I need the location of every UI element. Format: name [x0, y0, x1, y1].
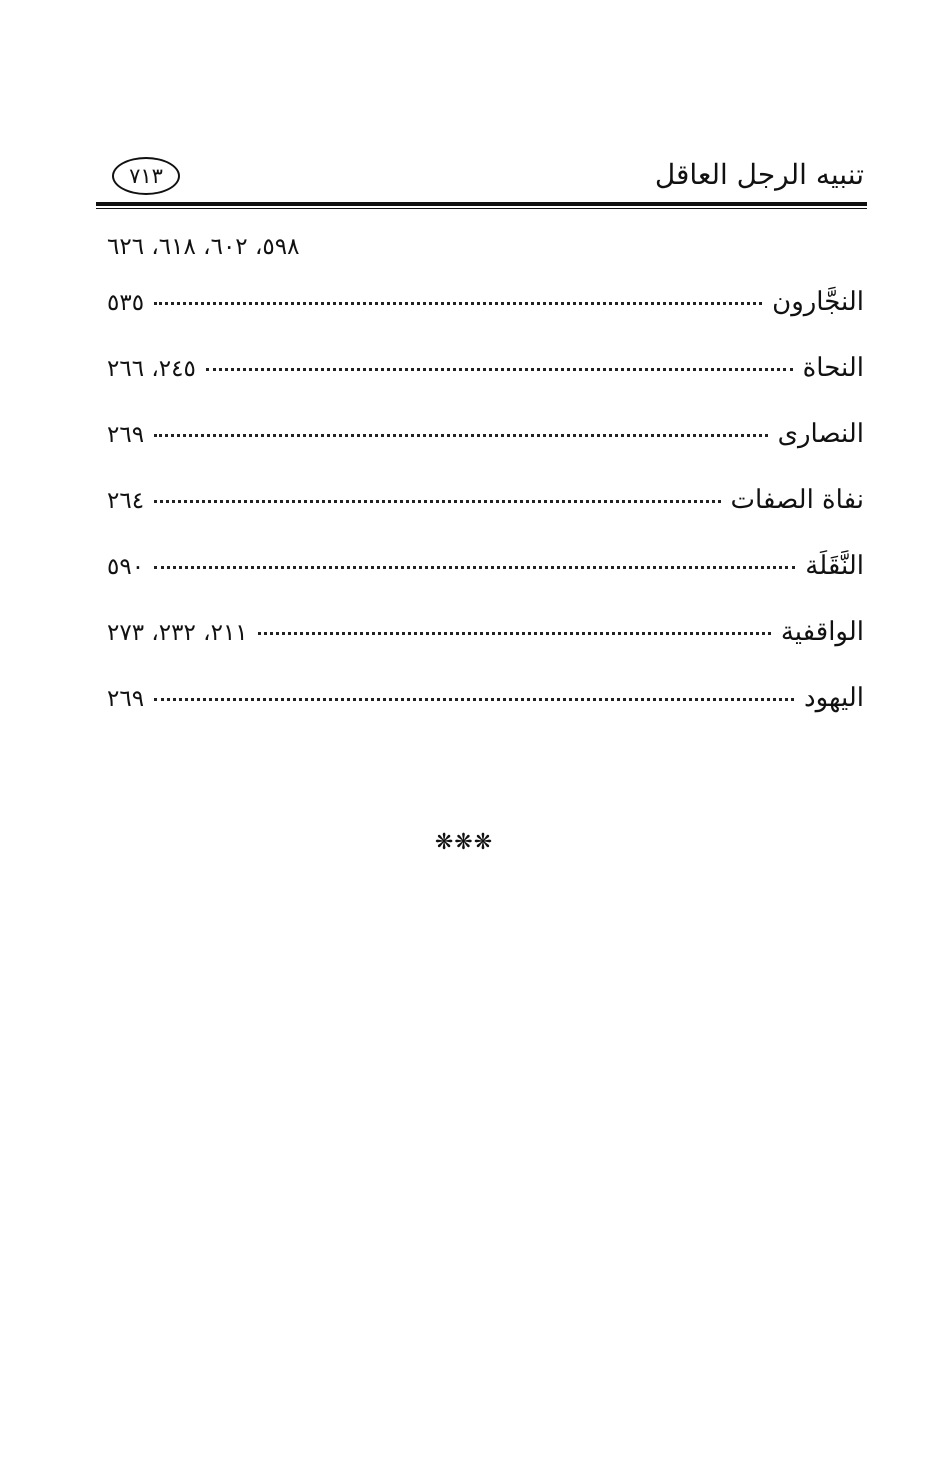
page-refs: ٢٦٩ [107, 422, 145, 448]
page-refs: ٢١١، ٢٣٢، ٢٧٣ [107, 620, 248, 646]
index-term: النجَّارون [772, 287, 864, 317]
dot-leader [154, 566, 795, 569]
header-rule-thick [96, 202, 867, 206]
index-entry [107, 401, 864, 467]
index-term: النحاة [802, 353, 864, 383]
page-refs: ٢٦٤ [107, 488, 145, 514]
dot-leader [154, 500, 720, 503]
index-entry [107, 599, 864, 665]
page-refs: ٢٦٩ [107, 686, 145, 712]
book-title: تنبيه الرجل العاقل [654, 158, 864, 191]
page-refs: ٢٤٥، ٢٦٦ [107, 356, 196, 382]
dot-leader [206, 368, 793, 371]
index-entry [107, 533, 864, 599]
index-term: النَّقَلَة [805, 551, 864, 581]
page-refs: ٥٣٥ [107, 290, 145, 316]
index-entry [107, 269, 864, 335]
page-number-badge: ٧١٣ [112, 157, 180, 195]
index-entry [107, 665, 864, 731]
dot-leader [258, 632, 771, 635]
index-entry [107, 467, 864, 533]
section-separator: ❋❋❋ [434, 830, 494, 855]
header-rule-thin [96, 208, 867, 209]
index-term: اليهود [804, 683, 864, 713]
index-entry [107, 335, 864, 401]
index-term: نفاة الصفات [730, 485, 864, 515]
continued-page-refs: ٥٩٨، ٦٠٢، ٦١٨، ٦٢٦ [107, 234, 300, 260]
index-term: النصارى [777, 419, 864, 449]
dot-leader [154, 698, 794, 701]
page-refs: ٥٩٠ [107, 554, 145, 580]
dot-leader [154, 434, 768, 437]
index-term: الواقفية [780, 617, 864, 647]
dot-leader [154, 302, 762, 305]
running-header [96, 150, 866, 202]
index-list [107, 225, 864, 731]
